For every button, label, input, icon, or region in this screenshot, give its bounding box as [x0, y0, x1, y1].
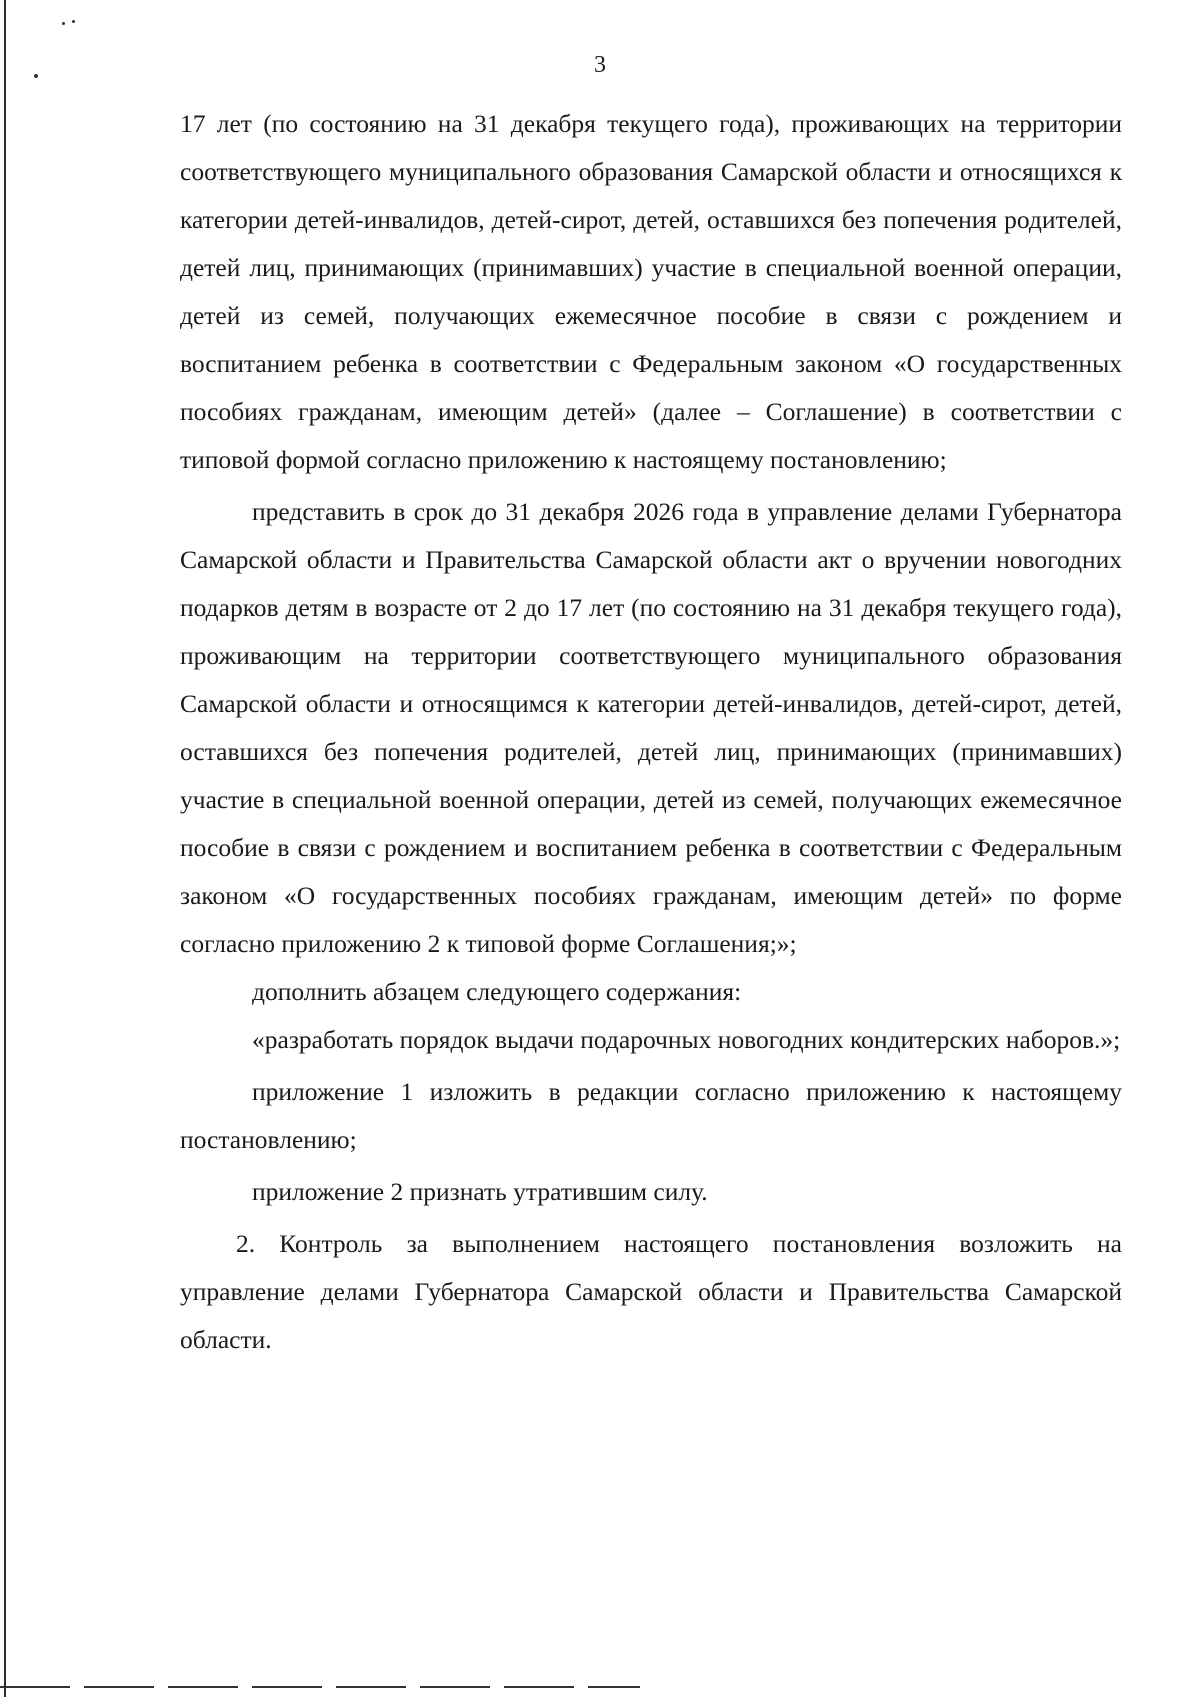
- scan-speck: [72, 20, 75, 23]
- paragraph-continuation: 17 лет (по состоянию на 31 декабря текущего года), проживающих на территории соответствующего муниципального образования Самарской области и относящихся к категории детей-инвалидов, детей-сирот, детей, оставшихся без попечения родителей, детей лиц, принимающих (принимавших) участие в специальной военной операции, детей из семей, получающих ежемесячное пособие в связи с рождением и воспитанием ребенка в соответствии с Федеральным законом «О государственных пособиях гражданам, имеющим детей» (далее – Соглашение) в соответствии с типовой формой согласно приложению к настоящему постановлению;: [180, 109, 1122, 474]
- page-number: 3: [594, 52, 606, 78]
- paragraph-appendix-1: приложение 1 изложить в редакции согласно приложению к настоящему постановлению;: [180, 1077, 1122, 1154]
- scan-speck: [62, 22, 65, 25]
- paragraph-supplement: дополнить абзацем следующего содержания:: [252, 977, 742, 1006]
- paragraph-control: 2. Контроль за выполнением настоящего постановления возложить на управление делами Губернатора Самарской области и Правительства Самарской области.: [180, 1229, 1122, 1354]
- scan-edge: [4, 0, 6, 1697]
- paragraph-develop-procedure: «разработать порядок выдачи подарочных новогодних кондитерских наборов.»;: [252, 1025, 1121, 1054]
- scan-bottom-edge: [0, 1686, 640, 1688]
- document-body: [180, 100, 1122, 1364]
- paragraph-submit-act: представить в срок до 31 декабря 2026 года в управление делами Губернатора Самарской области и Правительства Самарской области акт о вручении новогодних подарков детям в возрасте от 2 до 17 лет (по состоянию на 31 декабря текущего года), проживающим на территории соответствующего муниципального образования Самарской области и относящимся к категории детей-инвалидов, детей-сирот, детей, оставшихся без попечения родителей, детей лиц, принимающих (принимавших) участие в специальной военной операции, детей из семей, получающих ежемесячное пособие в связи с рождением и воспитанием ребенка в соответствии с Федеральным законом «О государственных пособиях гражданам, имеющим детей» по форме согласно приложению 2 к типовой форме Соглашения;»;: [180, 497, 1122, 958]
- paragraph-appendix-2: приложение 2 признать утратившим силу.: [252, 1177, 708, 1206]
